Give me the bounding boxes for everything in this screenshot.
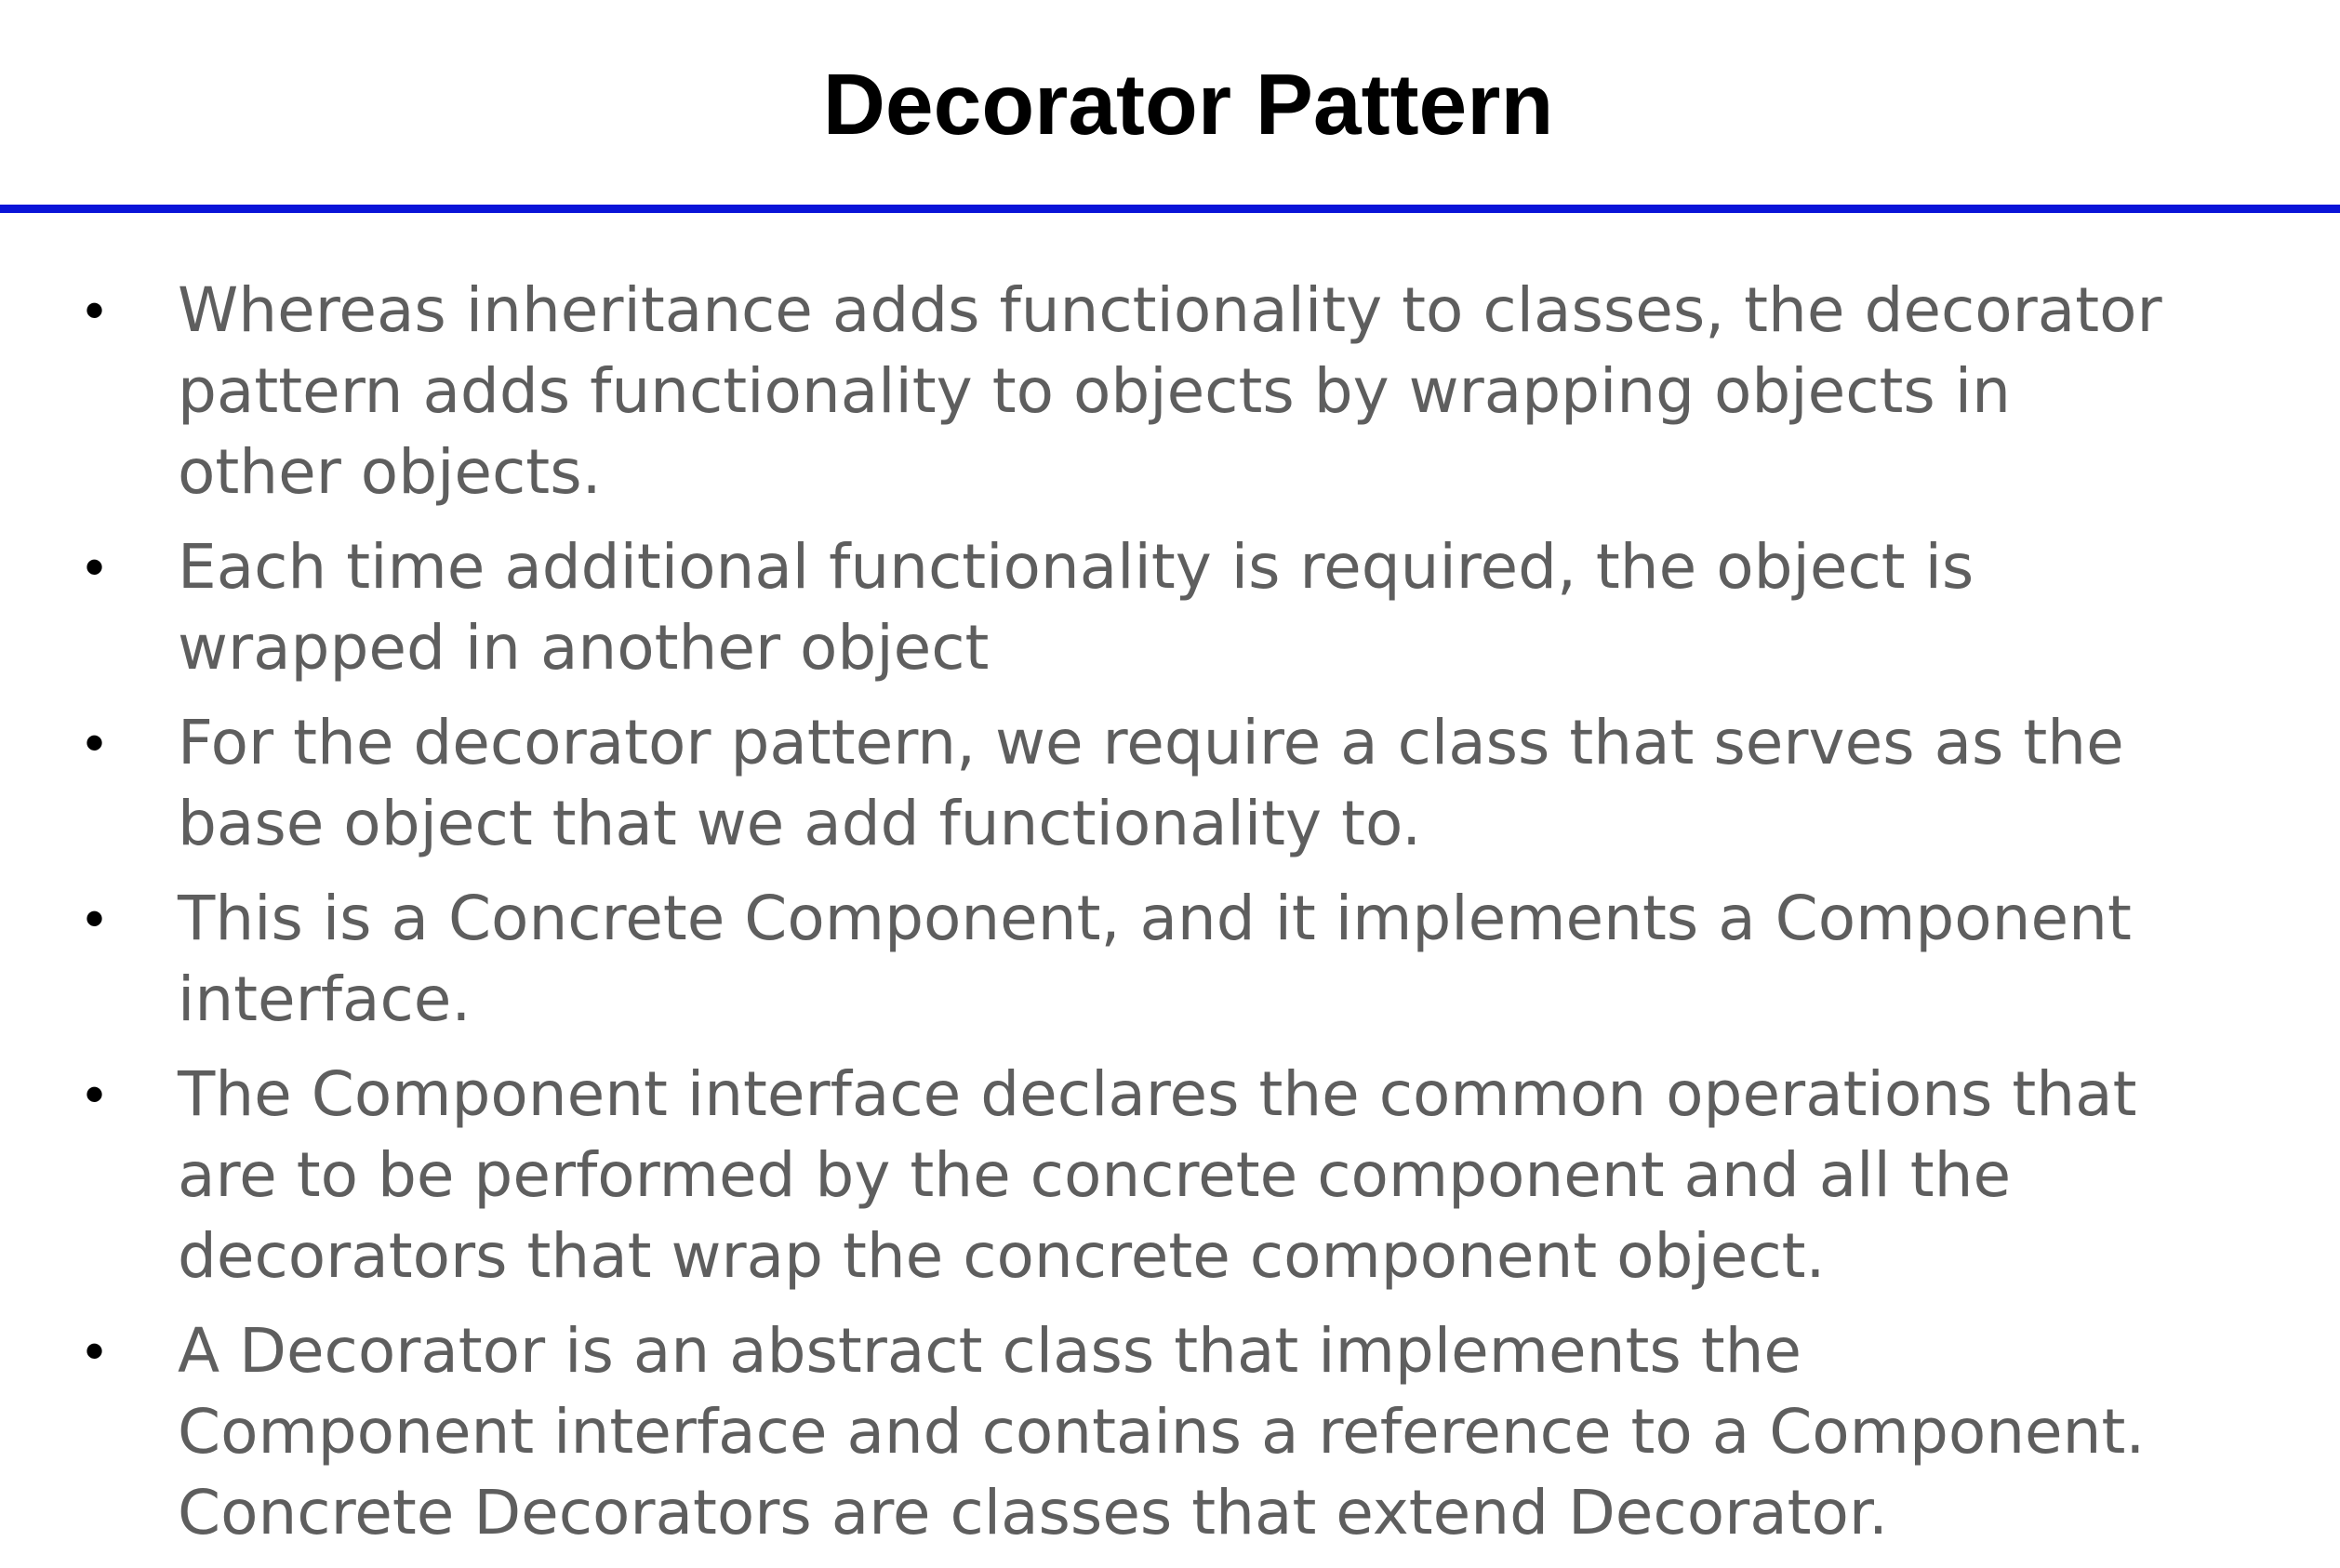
bullet-list [0, 270, 2340, 1567]
bullet-text: A Decorator is an abstract class that implements the Component interface and contains a reference to a Component. Concrete Decorators are classes that extend Decorator. [178, 1315, 2146, 1548]
bullet-item [0, 702, 2340, 864]
bullet-marker: • [85, 536, 105, 598]
bullet-item [0, 526, 2340, 688]
bullet-text: This is a Concrete Component, and it implements a Component interface. [178, 883, 2132, 1035]
bullet-text: Each time additional functionality is required, the object is wrapped in another object [178, 531, 1974, 684]
bullet-item [0, 1310, 2340, 1553]
bullet-item [0, 878, 2340, 1040]
slide-title: Decorator Pattern [822, 56, 1554, 153]
bullet-marker: • [85, 1320, 105, 1382]
bullet-marker: • [85, 1063, 105, 1125]
bullet-marker: • [85, 887, 105, 950]
bullet-text: For the decorator pattern, we require a class that serves as the base object that we add functionality to. [178, 707, 2124, 859]
bullet-item [0, 1054, 2340, 1296]
bullet-text: The Component interface declares the common operations that are to be performed by the concrete component and all the decorators that wrap the concrete component object. [178, 1058, 2137, 1292]
bullet-marker: • [85, 711, 105, 774]
bullet-marker: • [85, 279, 105, 341]
bullet-item [0, 270, 2340, 512]
title-divider [0, 205, 2340, 213]
bullet-text: Whereas inheritance adds functionality to classes, the decorator pattern adds functionality to objects by wrapping objects in other objects. [178, 274, 2162, 508]
